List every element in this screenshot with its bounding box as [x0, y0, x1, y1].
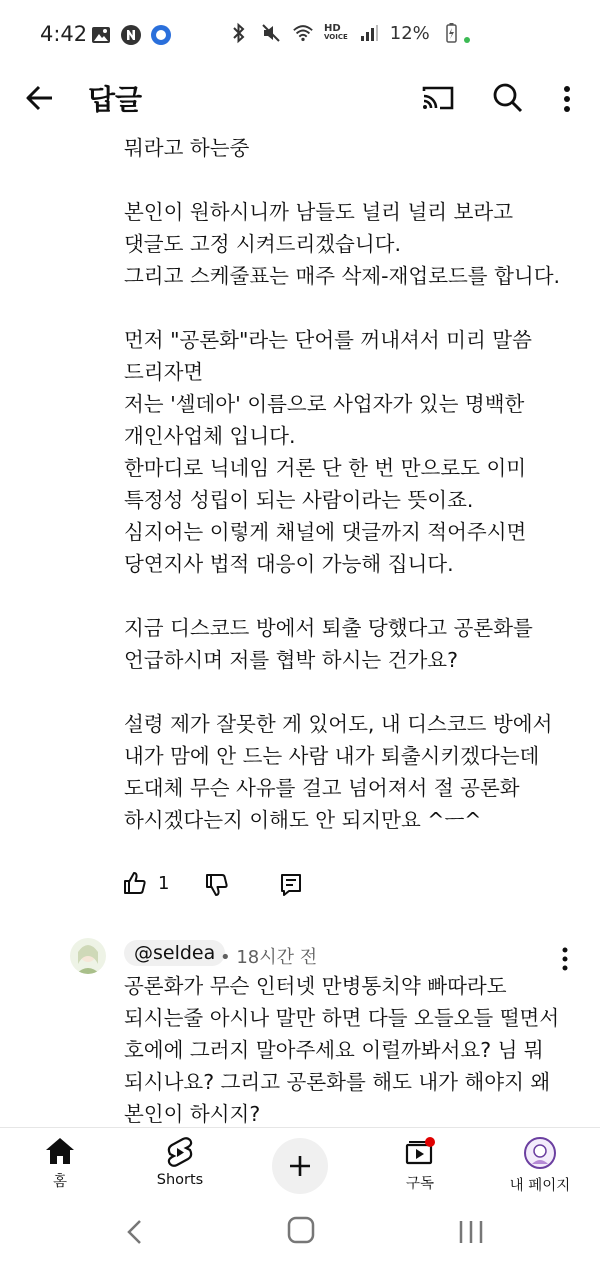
- voice-label: VOICE: [324, 33, 348, 41]
- battery-charging-icon: [440, 22, 462, 44]
- comment-line: 저는 '셀데아' 이름으로 사업자가 있는 명백한: [124, 392, 525, 416]
- wifi-icon: [292, 22, 314, 44]
- system-home-button[interactable]: [286, 1215, 316, 1245]
- nav-shorts-label: Shorts: [156, 1172, 204, 1188]
- nav-subscriptions[interactable]: [370, 1134, 470, 1193]
- comment-line: 그리고 스케줄표는 매주 삭제-재업로드를 합니다.: [124, 264, 561, 288]
- hd-voice-indicator: [324, 24, 348, 42]
- back-button[interactable]: [22, 78, 62, 118]
- comment-line: 심지어는 이렇게 채널에 댓글까지 적어주시면: [124, 520, 527, 544]
- reply-line: 공론화가 무슨 인터넷 만병통치약 빠따라도: [124, 974, 507, 998]
- bottom-navigation: [0, 1127, 600, 1198]
- nav-home[interactable]: [10, 1134, 110, 1191]
- naver-icon: [120, 24, 142, 46]
- battery-percent: 12%: [389, 22, 430, 44]
- reply-line: 되시나요? 그리고 공론화를 해도 내가 해야지 왜: [124, 1070, 551, 1094]
- reply-text: [124, 970, 584, 1130]
- search-icon: [488, 78, 528, 118]
- reply-line: 본인이 하시지?: [124, 1102, 261, 1126]
- comment-line: [124, 292, 584, 324]
- comment-actions: [122, 870, 422, 902]
- home-icon: [44, 1136, 76, 1166]
- profile-avatar-icon: [523, 1136, 557, 1170]
- thumbs-up-icon: [122, 870, 148, 896]
- status-time: 4:42: [40, 22, 88, 46]
- reply-more-button[interactable]: [554, 940, 576, 974]
- recents-icon: [456, 1217, 486, 1247]
- create-button[interactable]: [272, 1138, 328, 1194]
- dislike-button[interactable]: [204, 872, 230, 902]
- comment-line: 먼저 "공론화"라는 단어를 꺼내셔서 미리 말씀: [124, 328, 532, 352]
- reply-line: 호에에 그러지 말아주세요 이럴까봐서요? 님 뭐: [124, 1038, 544, 1062]
- reply-timestamp: • 18시간 전: [220, 947, 318, 968]
- like-button[interactable]: [122, 870, 169, 896]
- notification-icons: [90, 24, 172, 46]
- shorts-icon: [166, 1136, 194, 1168]
- more-vertical-icon: [552, 78, 582, 118]
- system-indicators: [228, 22, 470, 44]
- home-square-icon: [286, 1215, 316, 1245]
- nav-you-label: 내 페이지: [509, 1178, 571, 1194]
- comment-line: 설령 제가 잘못한 게 있어도, 내 디스코드 방에서: [124, 712, 553, 736]
- chevron-left-icon: [122, 1217, 148, 1247]
- reply-button[interactable]: [278, 872, 304, 902]
- gallery-icon: [90, 24, 112, 46]
- nav-subscriptions-label: 구독: [405, 1176, 434, 1192]
- comment-line: 뭐라고 하는중: [124, 136, 250, 160]
- subscriptions-icon: [403, 1136, 437, 1168]
- like-count: 1: [158, 872, 170, 894]
- nav-shorts[interactable]: [130, 1134, 230, 1188]
- reply-comment-icon: [278, 872, 304, 898]
- comment-line: [124, 580, 584, 612]
- bluetooth-icon: [228, 22, 250, 44]
- system-navigation-bar: [0, 1197, 600, 1267]
- comment-line: 언급하시며 저를 협박 하시는 건가요?: [124, 648, 458, 672]
- cast-icon: [418, 78, 458, 118]
- status-bar: [0, 0, 600, 70]
- comment-line: [124, 676, 584, 708]
- more-options-button[interactable]: [552, 78, 582, 118]
- nav-home-label: 홈: [52, 1174, 67, 1190]
- system-recents-button[interactable]: [456, 1217, 486, 1247]
- cast-button[interactable]: [418, 78, 458, 118]
- comment-line: 지금 디스코드 방에서 퇴출 당했다고 공론화를: [124, 616, 533, 640]
- comment-line: 개인사업체 입니다.: [124, 424, 296, 448]
- reply-line: 되시는줄 아시나 말만 하면 다들 오들오들 떨면서: [124, 1006, 560, 1030]
- system-back-button[interactable]: [122, 1217, 148, 1247]
- comment-line: 특정성 성립이 되는 사람이라는 뜻이죠.: [124, 488, 474, 512]
- thumbs-down-icon: [204, 872, 230, 898]
- search-button[interactable]: [488, 78, 528, 118]
- comment-line: 댓글도 고정 시켜드리겠습니다.: [124, 232, 401, 256]
- charging-dot-icon: [464, 37, 470, 43]
- app-bar: [0, 70, 600, 130]
- comment-line: 내가 맘에 안 드는 사람 내가 퇴출시키겠다는데: [124, 744, 540, 768]
- avatar[interactable]: [70, 938, 106, 974]
- hd-label: HD: [324, 23, 341, 34]
- mute-icon: [260, 22, 282, 44]
- nav-you[interactable]: [490, 1134, 590, 1195]
- reply-author-handle[interactable]: @seldea: [124, 940, 225, 966]
- comment-line: 드리자면: [124, 360, 204, 384]
- comment-line: 한마디로 닉네임 거론 단 한 번 만으로도 이미: [124, 456, 527, 480]
- comment-line: 하시겠다는지 이해도 안 되지만요 ^ㅡ^: [124, 808, 482, 832]
- comment-line: 도대체 무슨 사유를 걸고 넘어져서 절 공론화: [124, 776, 520, 800]
- comment-text: [124, 132, 584, 836]
- avatar-image: [70, 938, 106, 974]
- plus-icon: [287, 1153, 313, 1179]
- signal-icon: [358, 22, 380, 44]
- app-notification-icon: [150, 24, 172, 46]
- comment-line: 당연지사 법적 대응이 가능해 집니다.: [124, 552, 454, 576]
- comment-line: [124, 164, 584, 196]
- more-vertical-icon: [554, 940, 576, 974]
- page-title: 답글: [88, 83, 143, 116]
- arrow-left-icon: [22, 78, 62, 118]
- comment-line: 본인이 원하시니까 남들도 널리 널리 보라고: [124, 200, 514, 224]
